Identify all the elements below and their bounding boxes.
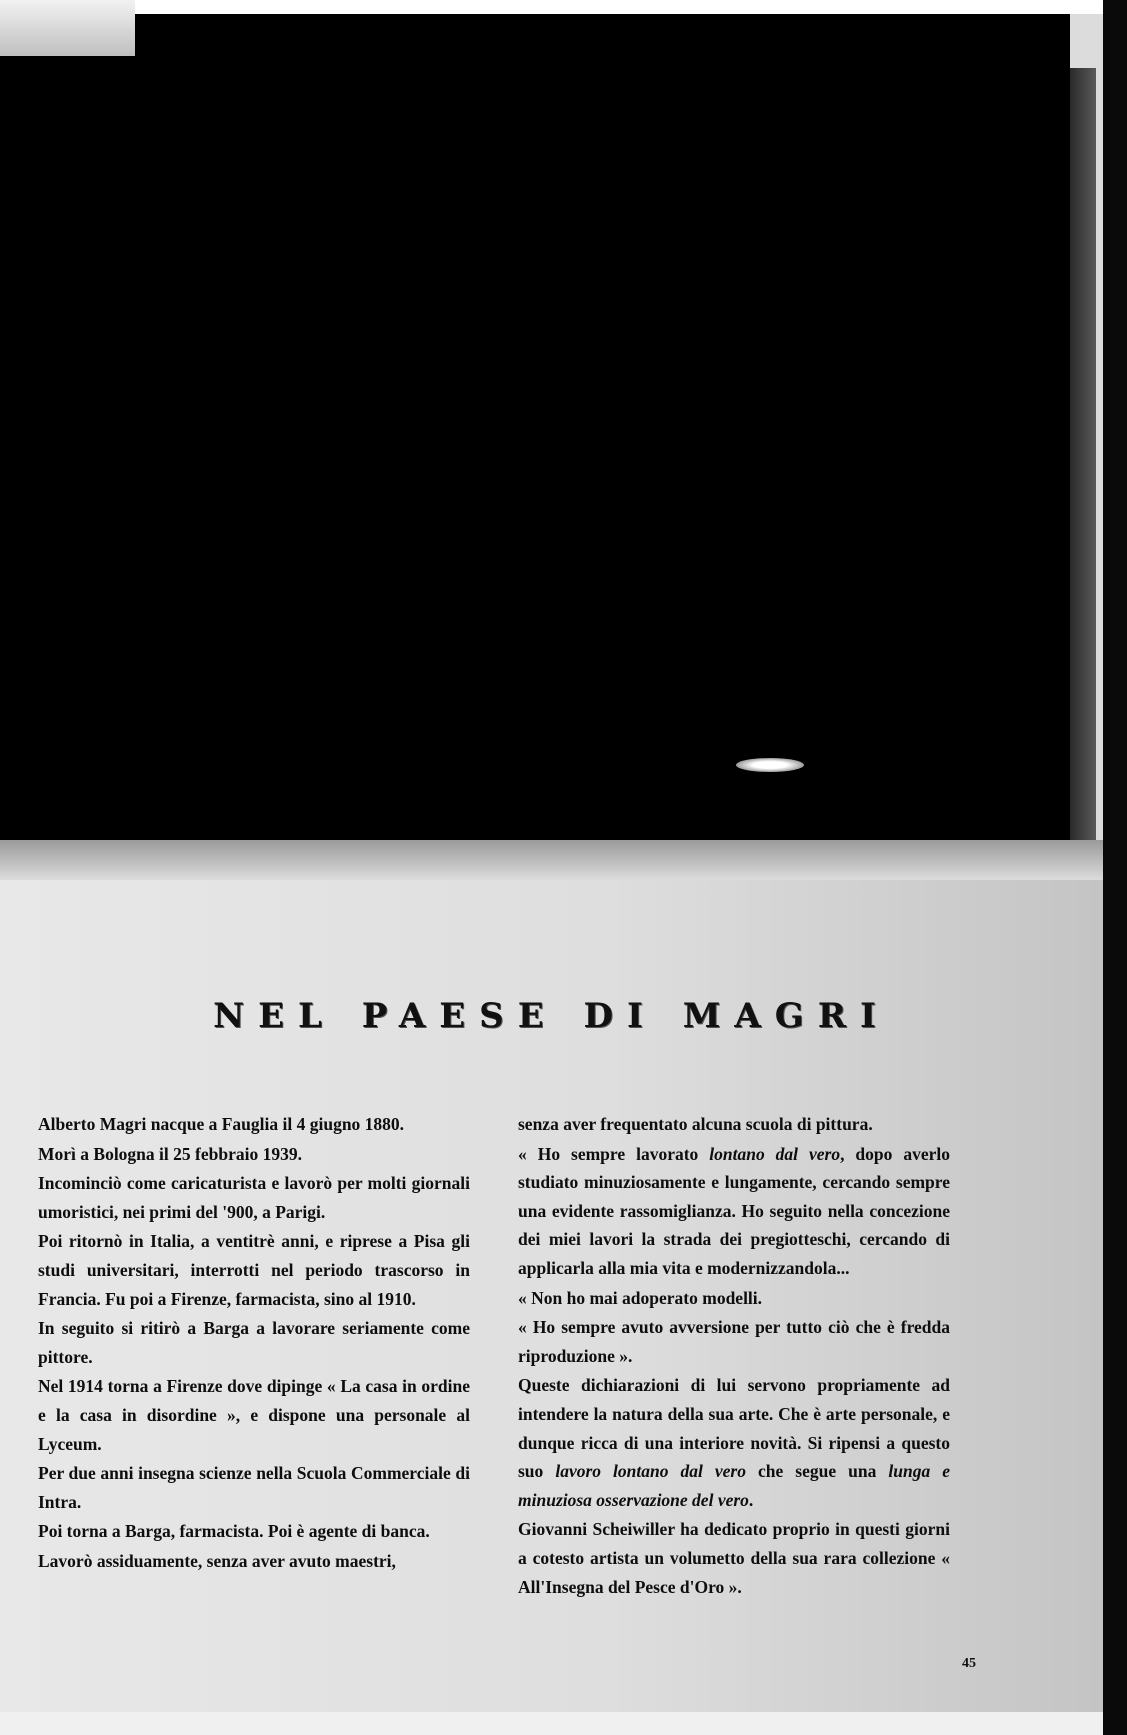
text-run: . (748, 1489, 754, 1510)
paragraph: « Non ho mai adoperato modelli. (518, 1287, 763, 1308)
text-run: « Ho sempre lavorato (518, 1143, 710, 1164)
left-column (38, 1110, 470, 1576)
photo-edge (1070, 68, 1096, 840)
emphasis-text: lontano dal vero (709, 1143, 841, 1164)
bottom-margin (0, 1712, 1103, 1735)
emphasis-text: lunga e minuziosa osservazione del vero (518, 1461, 951, 1510)
text-run: , dopo averlo studiato minuziosamente e lungamente, cercando sempre una evidente rassomiglianza. Ho seguito nella concezione dei miei lavori la strada dei pregiotteschi, cercando di applicarla alla mia vita e modernizzandola... (518, 1143, 950, 1278)
emphasis-text: lavoro lontano dal vero (555, 1461, 746, 1482)
article-heading: NEL PAESE DI MAGRI (213, 996, 890, 1036)
light-reflection (736, 758, 804, 772)
photo-shadow (0, 840, 1103, 880)
right-column (518, 1110, 950, 1601)
dark-photograph (0, 14, 1070, 840)
paragraph: Poi torna a Barga, farmacista. Poi è agente di banca. (38, 1521, 430, 1542)
paragraph: Morì a Bologna il 25 febbraio 1939. (38, 1143, 302, 1164)
paragraph: senza aver frequentato alcuna scuola di pittura. (518, 1114, 873, 1134)
paragraph: Incominciò come caricaturista e lavorò per molti giornali umoristici, nei primi del '900, a Parigi. (38, 1173, 470, 1222)
paragraph: In seguito si ritirò a Barga a lavorare seriamente come pittore. (38, 1318, 470, 1367)
text-run: Queste dichiarazioni di lui servono propriamente ad intendere la natura della sua arte. Che è arte personale, e dunque ricca di una interiore novità. Si ripensi a questo suo (518, 1375, 950, 1482)
paragraph: Lavorò assiduamente, senza aver avuto maestri, (38, 1550, 396, 1571)
paragraph: Giovanni Scheiwiller ha dedicato proprio in questi giorni a cotesto artista un volumetto della sua rara collezione « All'Insegna del Pesce d'Oro ». (518, 1519, 950, 1597)
quote-paragraph (518, 1140, 950, 1283)
photo-corner (0, 0, 135, 56)
paragraph: Poi ritornò in Italia, a ventitrè anni, e riprese a Pisa gli studi universitari, interrotti nel periodo trascorso in Francia. Fu poi a Firenze, farmacista, sino al 1910. (38, 1231, 470, 1309)
binding-edge (1103, 0, 1127, 1735)
paragraph: Alberto Magri nacque a Fauglia il 4 giugno 1880. (38, 1114, 405, 1134)
paragraph (518, 1371, 950, 1514)
page-number: 45 (962, 1656, 976, 1671)
paragraph: Per due anni insegna scienze nella Scuola Commerciale di Intra. (38, 1463, 470, 1512)
top-margin (0, 0, 1127, 14)
paragraph: Nel 1914 torna a Firenze dove dipinge « La casa in ordine e la casa in disordine », e dispone una personale al Lyceum. (38, 1376, 470, 1454)
paragraph: « Ho sempre avuto avversione per tutto ciò che è fredda riproduzione ». (518, 1317, 950, 1366)
text-run: che segue una (745, 1461, 889, 1482)
